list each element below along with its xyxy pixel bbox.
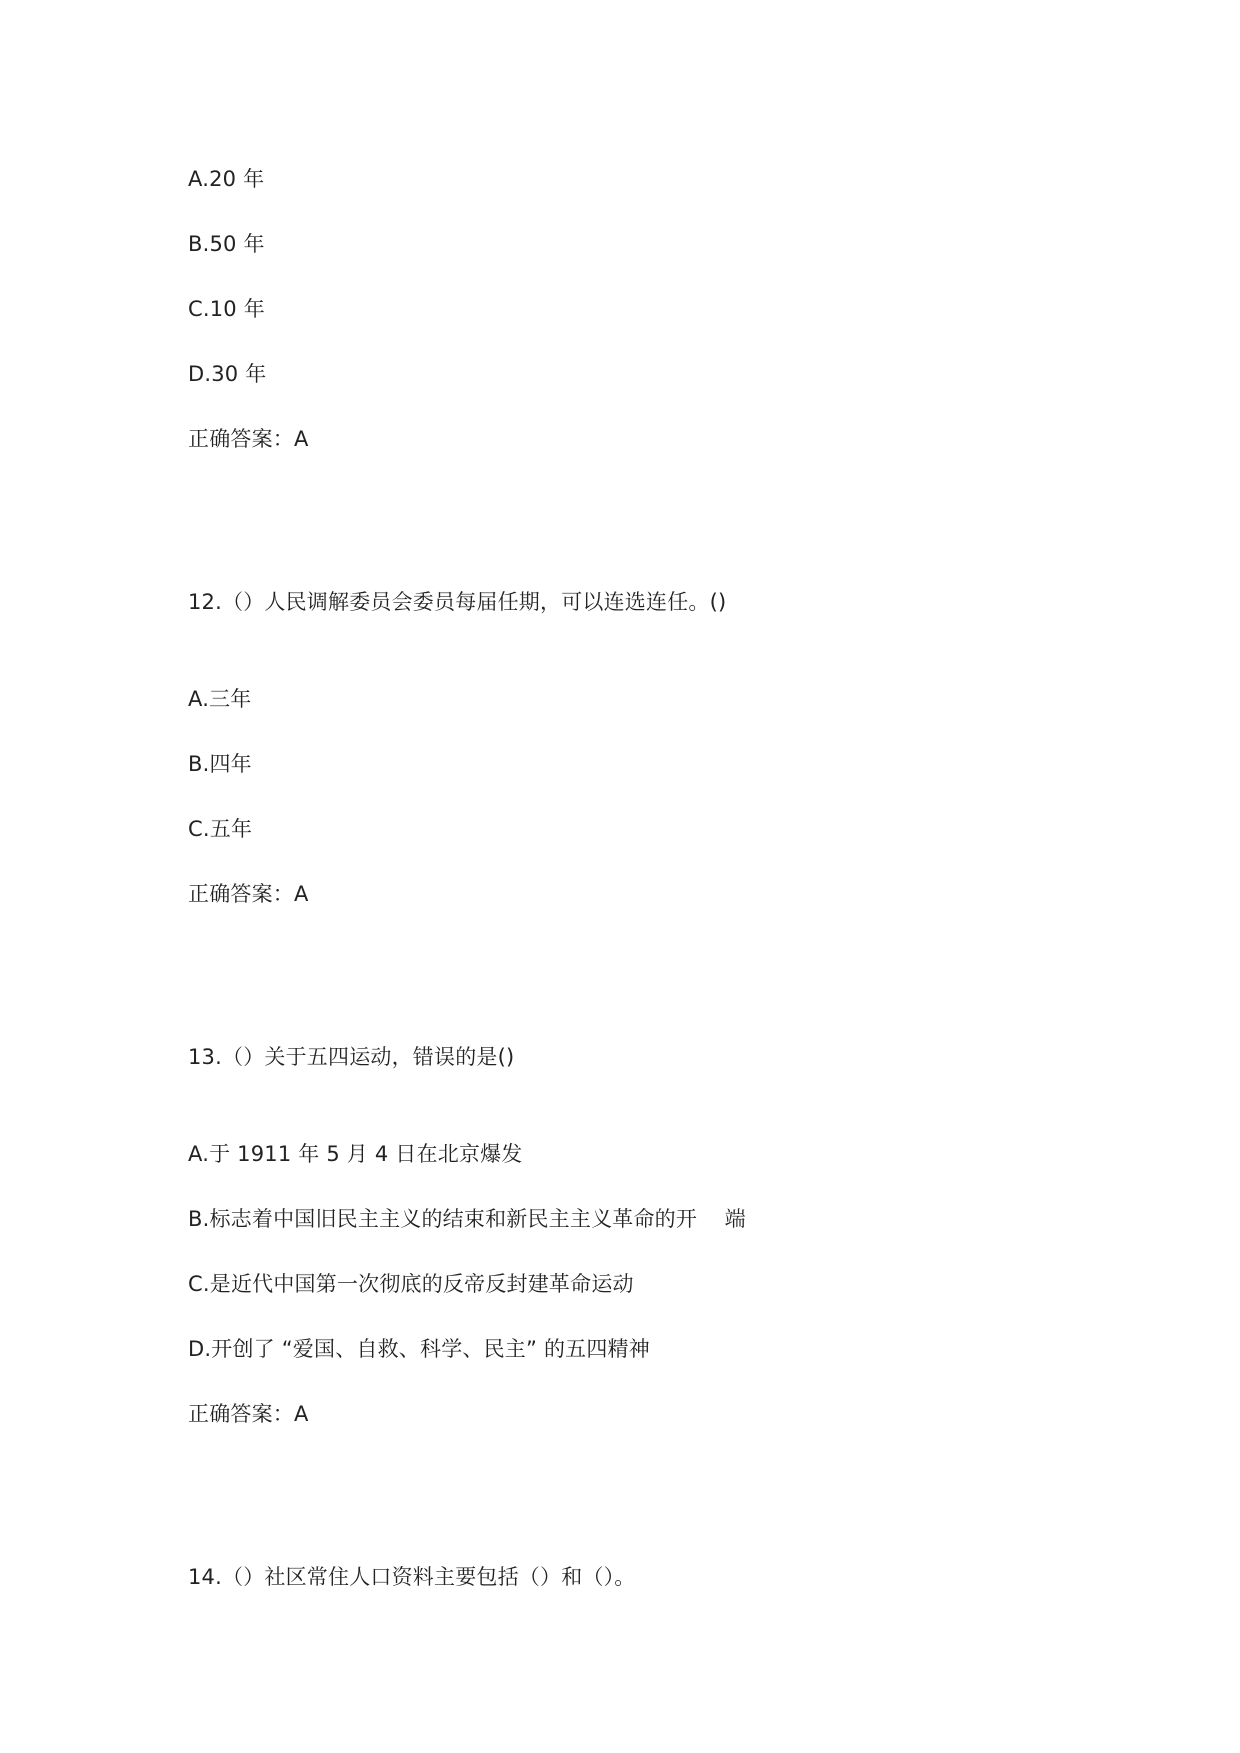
q12-answer: 正确答案：A xyxy=(188,882,309,906)
q12-option-c: C.五年 xyxy=(188,817,253,841)
q11-option-b: B.50 年 xyxy=(188,232,265,256)
q13-option-d: D.开创了 “爱国、自救、科学、民主” 的五四精神 xyxy=(188,1337,650,1361)
q13-option-b: B.标志着中国旧民主主义的结束和新民主主义革命的开 端 xyxy=(188,1207,746,1231)
q12-option-b: B.四年 xyxy=(188,752,252,776)
q13-answer: 正确答案：A xyxy=(188,1402,309,1426)
q12-option-a: A.三年 xyxy=(188,687,252,711)
q13-question: 13.（）关于五四运动，错误的是() xyxy=(188,1045,515,1069)
q13-option-c: C.是近代中国第一次彻底的反帝反封建革命运动 xyxy=(188,1272,634,1296)
q11-option-c: C.10 年 xyxy=(188,297,265,321)
q12-question: 12.（）人民调解委员会委员每届任期，可以连选连任。() xyxy=(188,590,727,614)
q14-question: 14.（）社区常住人口资料主要包括（）和（）。 xyxy=(188,1565,636,1589)
q13-option-a: A.于 1911 年 5 月 4 日在北京爆发 xyxy=(188,1142,523,1166)
q11-answer: 正确答案：A xyxy=(188,427,309,451)
q11-option-a: A.20 年 xyxy=(188,167,265,191)
q11-option-d: D.30 年 xyxy=(188,362,267,386)
